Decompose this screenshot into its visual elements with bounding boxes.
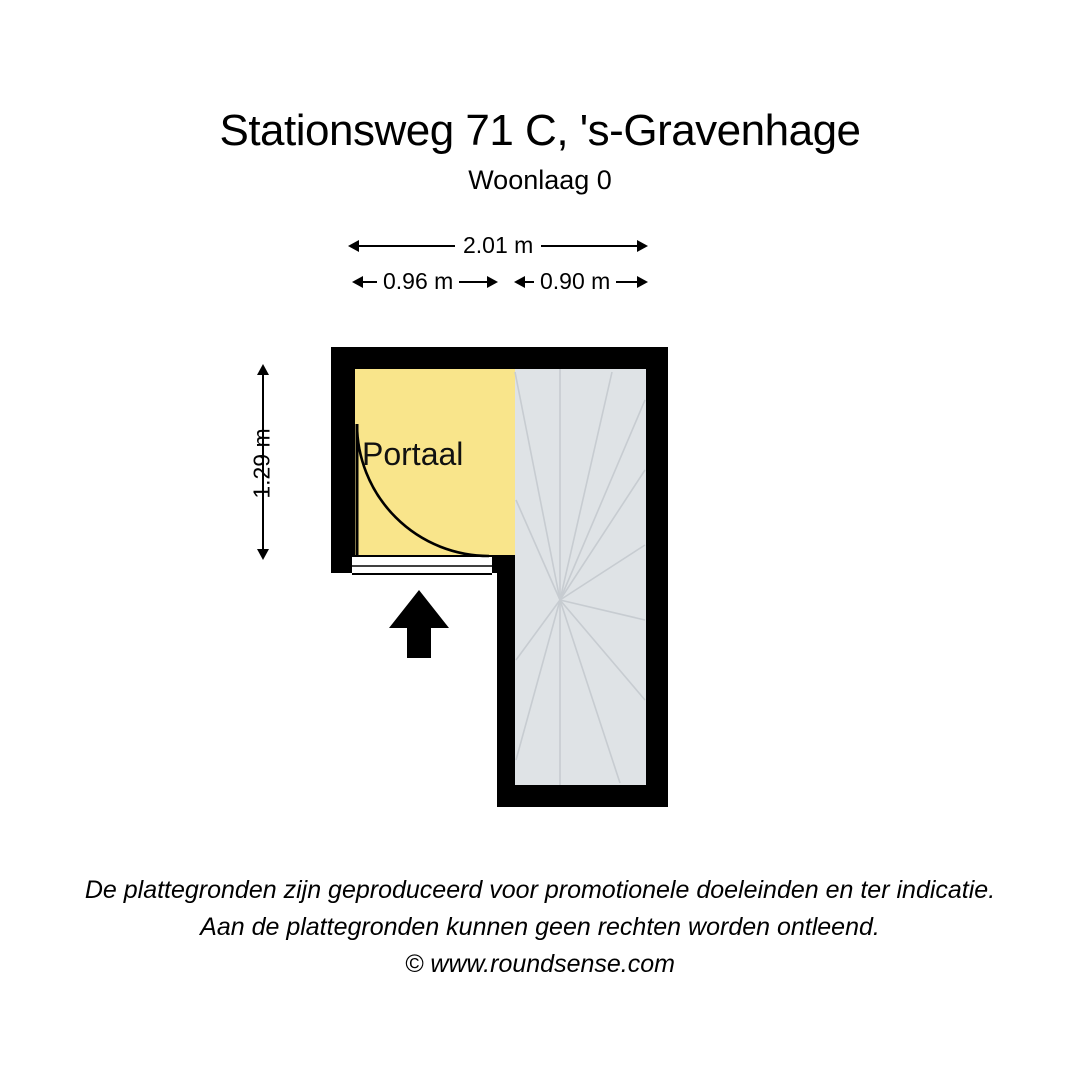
total-width-label: 2.01 m xyxy=(455,232,541,258)
footer-line-2: Aan de plattegronden kunnen geen rechten worden ontleend. xyxy=(200,913,880,941)
door-opening xyxy=(352,556,492,574)
left-width-label: 0.96 m xyxy=(377,268,459,294)
room-label-portaal: Portaal xyxy=(362,436,464,472)
page-title: Stationsweg 71 C, 's-Gravenhage xyxy=(219,106,861,155)
right-width-label: 0.90 m xyxy=(534,268,616,294)
up-arrow-icon xyxy=(389,590,449,658)
footer-copyright: © www.roundsense.com xyxy=(405,950,675,978)
room-stairwell-fill xyxy=(515,369,646,785)
height-label: 1.29 m xyxy=(248,428,275,499)
page-subtitle: Woonlaag 0 xyxy=(468,165,612,195)
footer-line-1: De plattegronden zijn geproduceerd voor promotionele doeleinden en ter indicatie. xyxy=(84,876,996,904)
